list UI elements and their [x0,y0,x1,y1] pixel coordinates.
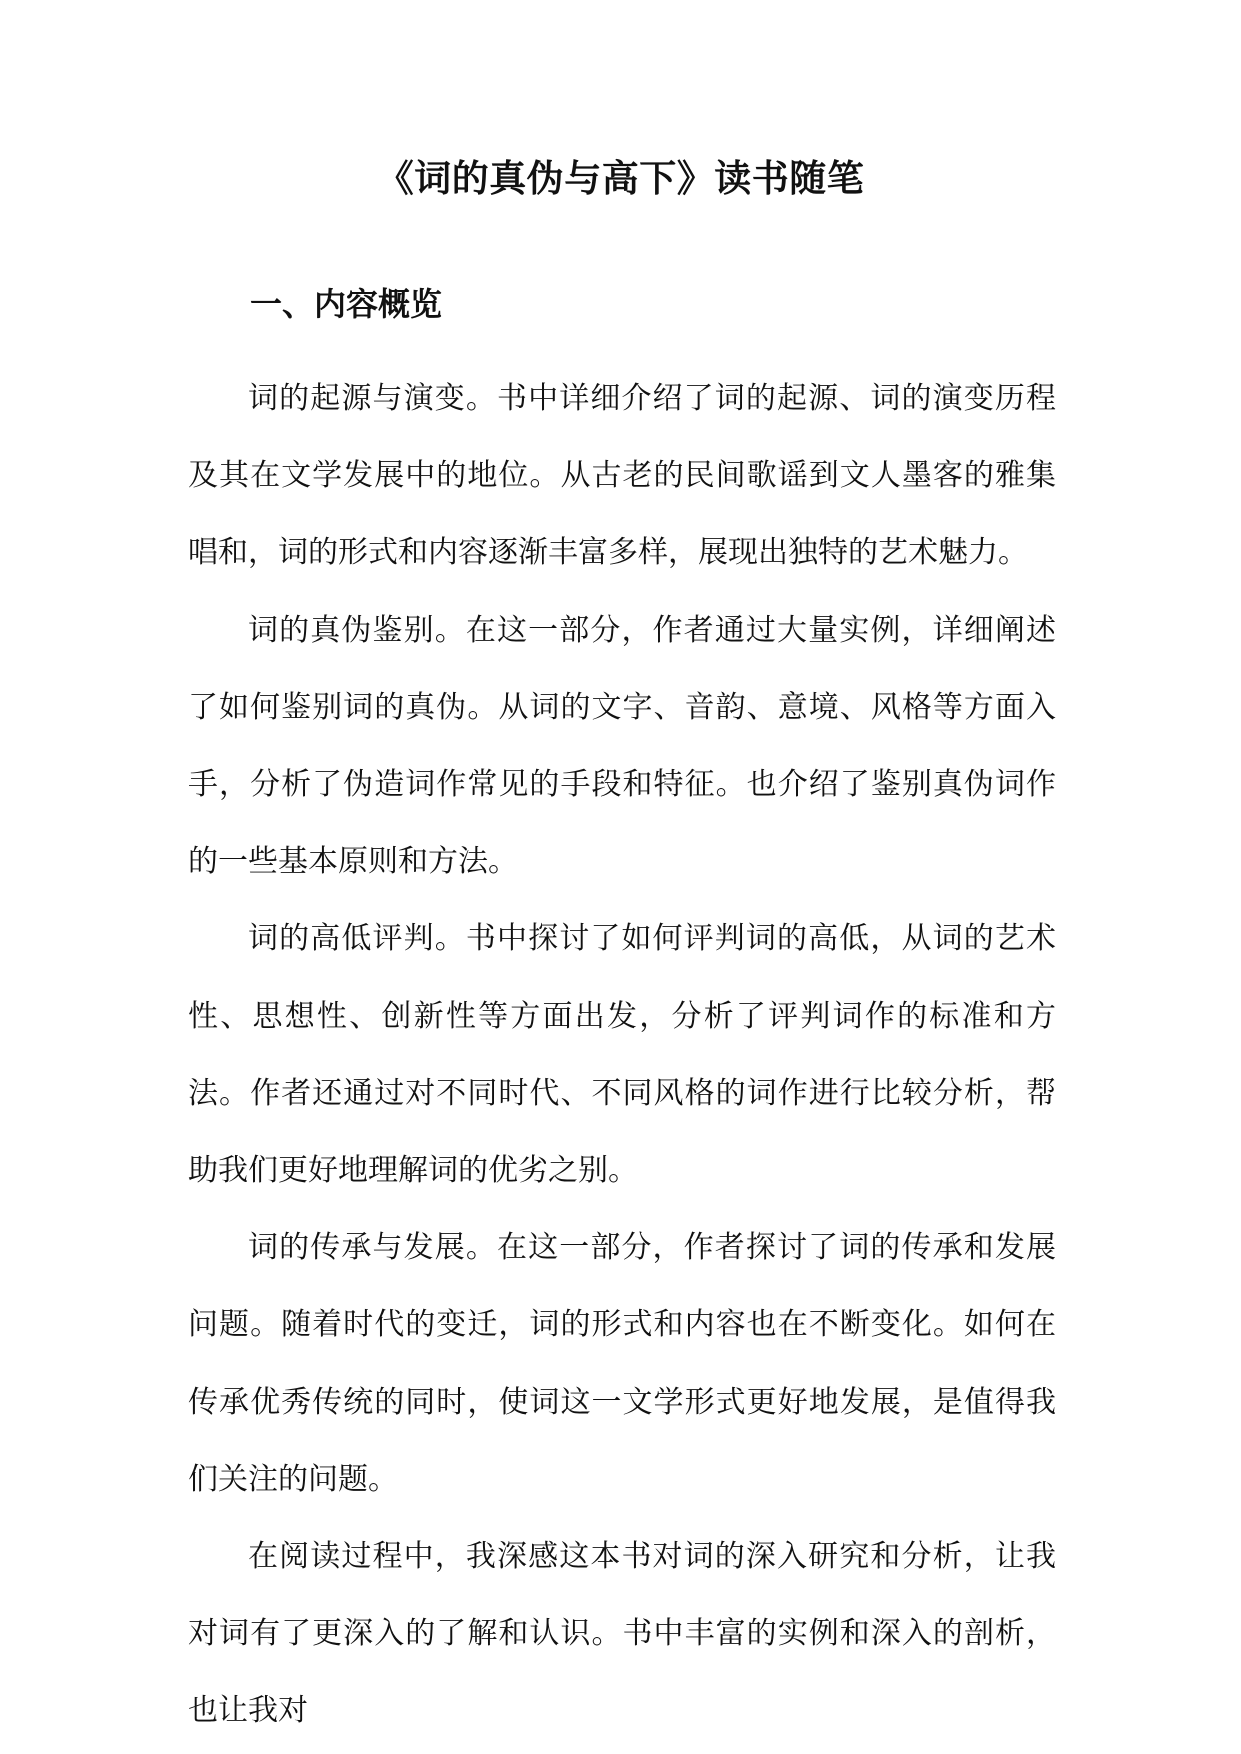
paragraph-evaluation: 词的高低评判。书中探讨了如何评判词的高低，从词的艺术性、思想性、创新性等方面出发，分析了评判词作的标准和方法。作者还通过对不同时代、不同风格的词作进行比较分析，帮助我们更好地理解词的优劣之别。 [188,921,1056,1189]
paragraph-origin: 词的起源与演变。书中详细介绍了词的起源、词的演变历程及其在文学发展中的地位。从古老的民间歌谣到文人墨客的雅集唱和，词的形式和内容逐渐丰富多样，展现出独特的艺术魅力。 [188,381,1056,571]
document-body [188,360,1056,1750]
paragraph-inheritance: 词的传承与发展。在这一部分，作者探讨了词的传承和发展问题。随着时代的变迁，词的形式和内容也在不断变化。如何在传承优秀传统的同时，使词这一文学形式更好地发展，是值得我们关注的问题。 [188,1230,1056,1497]
paragraph-reflection: 在阅读过程中，我深感这本书对词的深入研究和分析，让我对词有了更深入的了解和认识。书中丰富的实例和深入的剖析，也让我对 [188,1539,1056,1729]
paragraph-authenticity: 词的真伪鉴别。在这一部分，作者通过大量实例，详细阐述了如何鉴别词的真伪。从词的文字、音韵、意境、风格等方面入手，分析了伪造词作常见的手段和特征。也介绍了鉴别真伪词作的一些基本原则和方法。 [188,612,1056,880]
section-heading: 一、内容概览 [250,285,443,323]
document-title: 《词的真伪与高下》读书随笔 [376,156,865,200]
